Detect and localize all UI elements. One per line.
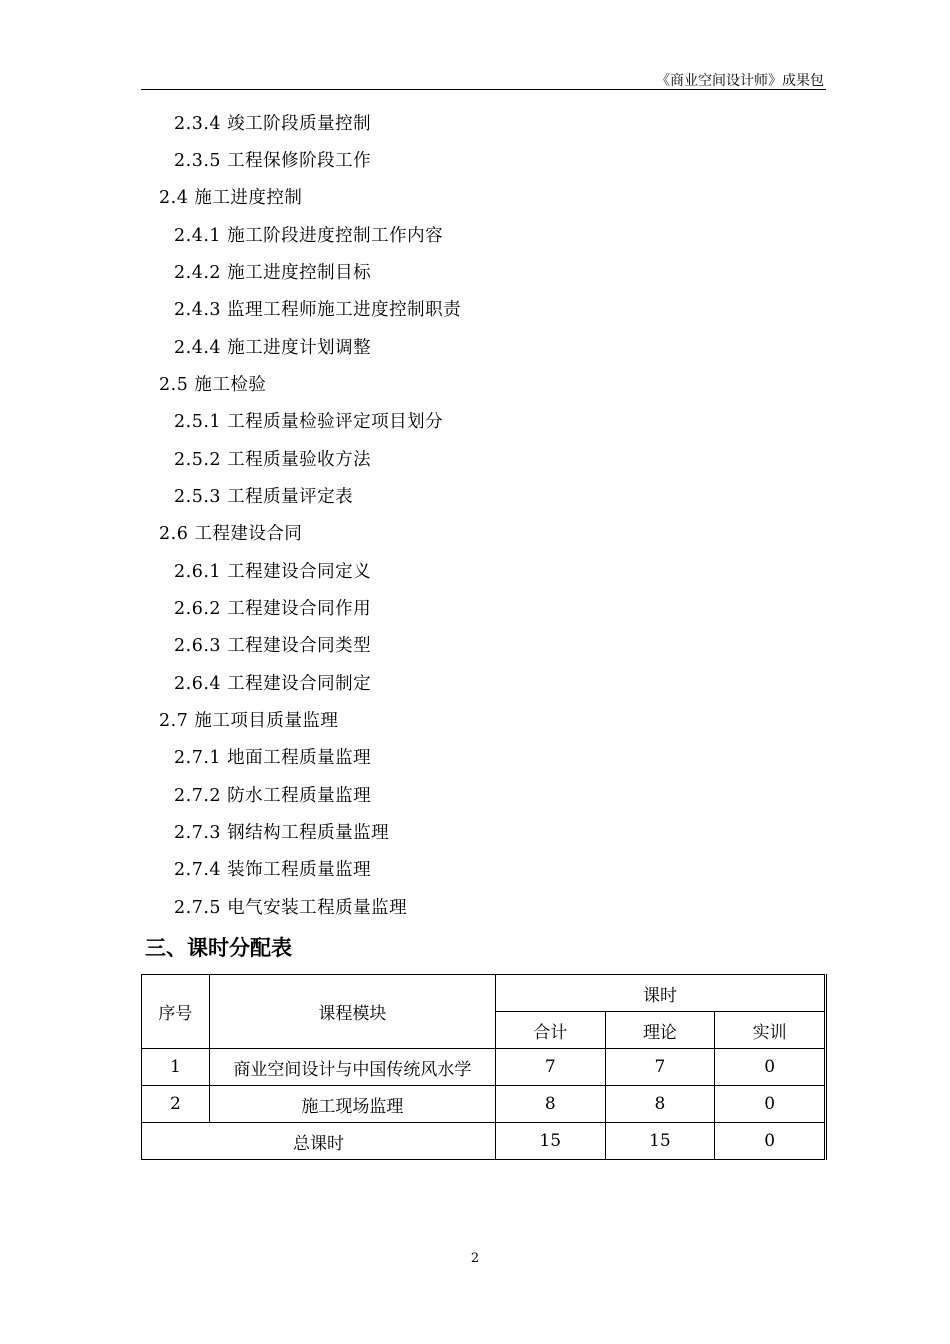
table-row xyxy=(142,1086,826,1123)
header-theory: 理论 xyxy=(605,1012,715,1049)
cell-theory: 8 xyxy=(605,1086,715,1123)
toc-item: 2.7.3 钢结构工程质量监理 xyxy=(174,823,390,843)
toc-item: 2.4.2 施工进度控制目标 xyxy=(174,263,372,283)
header-index: 序号 xyxy=(142,975,210,1049)
cell-index: 2 xyxy=(142,1086,210,1123)
toc-item: 2.7.2 防水工程质量监理 xyxy=(174,786,372,806)
toc-item: 2.6.3 工程建设合同类型 xyxy=(174,636,372,656)
cell-module: 商业空间设计与中国传统风水学 xyxy=(209,1049,495,1086)
cell-practice: 0 xyxy=(715,1086,826,1123)
toc-item: 2.7.1 地面工程质量监理 xyxy=(174,748,372,768)
cell-total: 7 xyxy=(495,1049,605,1086)
cell-total: 8 xyxy=(495,1086,605,1123)
toc-item: 2.7.4 装饰工程质量监理 xyxy=(174,860,372,880)
cell-theory: 7 xyxy=(605,1049,715,1086)
header-practice: 实训 xyxy=(715,1012,826,1049)
summary-label: 总课时 xyxy=(142,1123,496,1160)
toc-item: 2.3.5 工程保修阶段工作 xyxy=(174,151,372,171)
cell-module: 施工现场监理 xyxy=(209,1086,495,1123)
header-hours: 课时 xyxy=(495,975,825,1012)
toc-item: 2.6.4 工程建设合同制定 xyxy=(174,674,372,694)
toc-section: 2.5 施工检验 xyxy=(159,375,267,395)
toc-item: 2.4.3 监理工程师施工进度控制职责 xyxy=(174,300,462,320)
document-title: 《商业空间设计师》成果包 xyxy=(656,73,824,89)
cell-practice: 0 xyxy=(715,1049,826,1086)
toc-item: 2.5.1 工程质量检验评定项目划分 xyxy=(174,412,444,432)
toc-item: 2.6.2 工程建设合同作用 xyxy=(174,599,372,619)
summary-theory: 15 xyxy=(605,1123,715,1160)
toc-item: 2.6.1 工程建设合同定义 xyxy=(174,562,372,582)
table-summary-row xyxy=(142,1123,826,1160)
table-header-row xyxy=(142,975,826,1012)
section-heading: 三、课时分配表 xyxy=(145,936,292,960)
toc-item: 2.5.3 工程质量评定表 xyxy=(174,487,354,507)
page-header xyxy=(141,70,826,90)
class-hours-table xyxy=(141,974,827,1160)
toc-item: 2.4.1 施工阶段进度控制工作内容 xyxy=(174,226,444,246)
toc-item: 2.7.5 电气安装工程质量监理 xyxy=(174,898,408,918)
toc-item: 2.3.4 竣工阶段质量控制 xyxy=(174,114,372,134)
header-module: 课程模块 xyxy=(209,975,495,1049)
header-total: 合计 xyxy=(495,1012,605,1049)
table-row xyxy=(142,1049,826,1086)
toc-section: 2.6 工程建设合同 xyxy=(159,524,303,544)
cell-index: 1 xyxy=(142,1049,210,1086)
summary-total: 15 xyxy=(495,1123,605,1160)
summary-practice: 0 xyxy=(715,1123,826,1160)
toc-section: 2.4 施工进度控制 xyxy=(159,188,303,208)
page-number: 2 xyxy=(470,1251,480,1266)
toc-section: 2.7 施工项目质量监理 xyxy=(159,711,339,731)
toc-item: 2.5.2 工程质量验收方法 xyxy=(174,450,372,470)
toc-item: 2.4.4 施工进度计划调整 xyxy=(174,338,372,358)
